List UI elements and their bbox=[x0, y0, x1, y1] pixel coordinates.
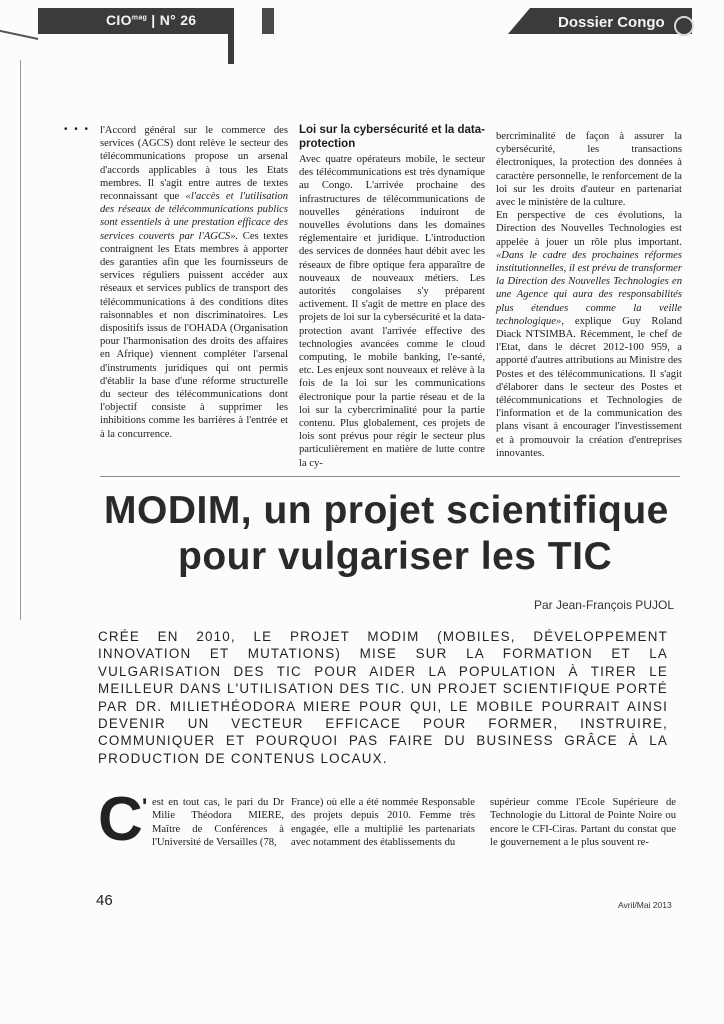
column-3 bbox=[496, 130, 682, 460]
margin-line bbox=[20, 60, 21, 620]
article-headline: MODIM, un projet scientifique pour vulgariser les TIC bbox=[104, 489, 669, 578]
body-column-3: supérieur comme l'Ecole Supérieure de Technologie du Littoral de Pointe Noire ou encore le CFI-Ciras. Partant du constat que le gouvernement a le plus souvent re- bbox=[490, 797, 676, 849]
article-lead: CRÉE EN 2010, LE PROJET MODIM (MOBILES, DÉVELOPPEMENT INNOVATION ET MUTATIONS) MISE SUR LA FORMATION ET LA VULGARISATION DES TIC POUR AIDER LA POPULATION À TIRER LE MEILLEUR DANS L'UTILISATION DES TIC. UN PROJET SCIENTIFIQUE PORTÉ PAR DR. MILIETHÉODORA MIERE POUR QUI, LE MOBILE POURRAIT AINSI DEVENIR UN VECTEUR EFFICACE POUR FORMER, INSTRUIRE, COMMUNIQUER ET POURQUOI PAS FAIRE DU BUSINESS GRÂCE À LA PRODUCTION DE CONTENUS LOCAUX. bbox=[98, 629, 668, 766]
column-2-text: Avec quatre opérateurs mobile, le secteur des télécommunications est très dynamique au Congo. L'arrivée prochaine des infrastructures de télécommunications de nouvelles générations induiront de nouvelles évolutions dans les domaines réglementaire et juridique. L'introduction des services de données haut débit avec les réseaux de fibre optique fera apparaître de nouveaux de nouveaux métiers. Les autorités congolaises s'y préparent activement. Il s'agit de mettre en place des projets de loi sur la cybersécurité et la data-protection avant l'arrivée effective des technologies avancées comme le cloud computing, le mobile banking, l'e-santé, etc. Les enjeux sont nouveaux et relève à la fois de la loi sur les communications électronique pour la partie réseau et de la loi sur la cybercriminalité pour la partie contenu. Plus globalement, ces projets de lois sont prévus pour régir le secteur plus particulièrement en matière de lutte contre la cy- bbox=[299, 154, 485, 469]
byline: Par Jean-François PUJOL bbox=[533, 598, 674, 612]
body-column-1: est en tout cas, le pari du Dr Milie Théodora MIERE, Maître de Conférences à l'Université de Versailles (78, bbox=[152, 797, 284, 849]
body-column-2: France) où elle a été nommée Responsable des projets depuis 2010. Femme très engagée, elle a multiplié les partenariats avec notamment des établissements du bbox=[291, 797, 475, 849]
column-3-text-2: En perspective de ces évolutions, la Direction des Nouvelles Technologies est appelée à jouer un rôle plus important. «Dans le cadre des prochaines réformes institutionnelles, il est prévu de transformer la Direction des Nouvelles Technologies en une Agence qui aura des responsabilités plus étendues comme la veille technologique», explique Guy Roland Diack NTSIMBA. Récemment, le chef de l'Etat, dans le décret 2012-100 959, a apporté d'autres attributions au Ministre des Postes et des télécommunications. Il s'agit d'élaborer dans le secteur des Postes et télécommunications et Technologies de l'information et de la communication des plans visant à encourager l'investissement et à promouvoir la création d'entreprises innovantes. bbox=[496, 210, 682, 459]
drop-cap: C bbox=[98, 785, 143, 854]
column-1-text: l'Accord général sur le commerce des services (AGCS) dont relève le secteur des télécommunications propose un arsenal d'accords applicables à tous les Etats membres. Il s'agit entre autres de textes reconnaissant que «l'accès et l'utilisation des réseaux de télécommunications publics sont essentiels à une prestation efficace des services couverts par l'AGCS». Ces textes contraignent les Etats membres à apporter des garanties afin que les fournisseurs de services réguliers puissent accéder aux réseaux et services publics de transport des télécommunications à des conditions dites raisonnables et non discriminatoires. Les dispositifs issus de l'OHADA (Organisation pour l'harmonisation des droits des affaires en Afrique) viennent compléter l'arsenal d'instruments juridiques qui ont permis d'établir la base d'une réforme structurelle du secteur des télécommunications dont l'objectif consiste à supprimer les inhibitions comme les barrières à l'entrée et à la concurrence. bbox=[100, 125, 288, 440]
issue-date: Avril/Mai 2013 bbox=[618, 900, 672, 910]
drop-cap-apostrophe: ' bbox=[142, 794, 148, 819]
column-1 bbox=[100, 124, 288, 441]
page-number: 46 bbox=[96, 892, 113, 909]
section-title: Dossier Congo bbox=[558, 14, 665, 31]
magazine-issue: $CIO^{mag}$ | N° 26 bbox=[106, 12, 197, 28]
divider bbox=[100, 476, 680, 477]
section-circle-icon bbox=[674, 16, 694, 36]
continuation-dots: • • • bbox=[64, 124, 91, 135]
column-2 bbox=[299, 124, 485, 470]
scan-mark bbox=[0, 16, 41, 40]
header-block bbox=[262, 8, 274, 34]
subheading: Loi sur la cybersécurité et la data-protection bbox=[299, 124, 485, 150]
column-3-text-1: bercriminalité de façon à assurer la cybersécurité, les transactions électroniques, la protection des données à caractère personnelle, le renforcement de la loi sur les droits d'auteur en partenariat avec le ministère de la culture. bbox=[496, 131, 682, 209]
